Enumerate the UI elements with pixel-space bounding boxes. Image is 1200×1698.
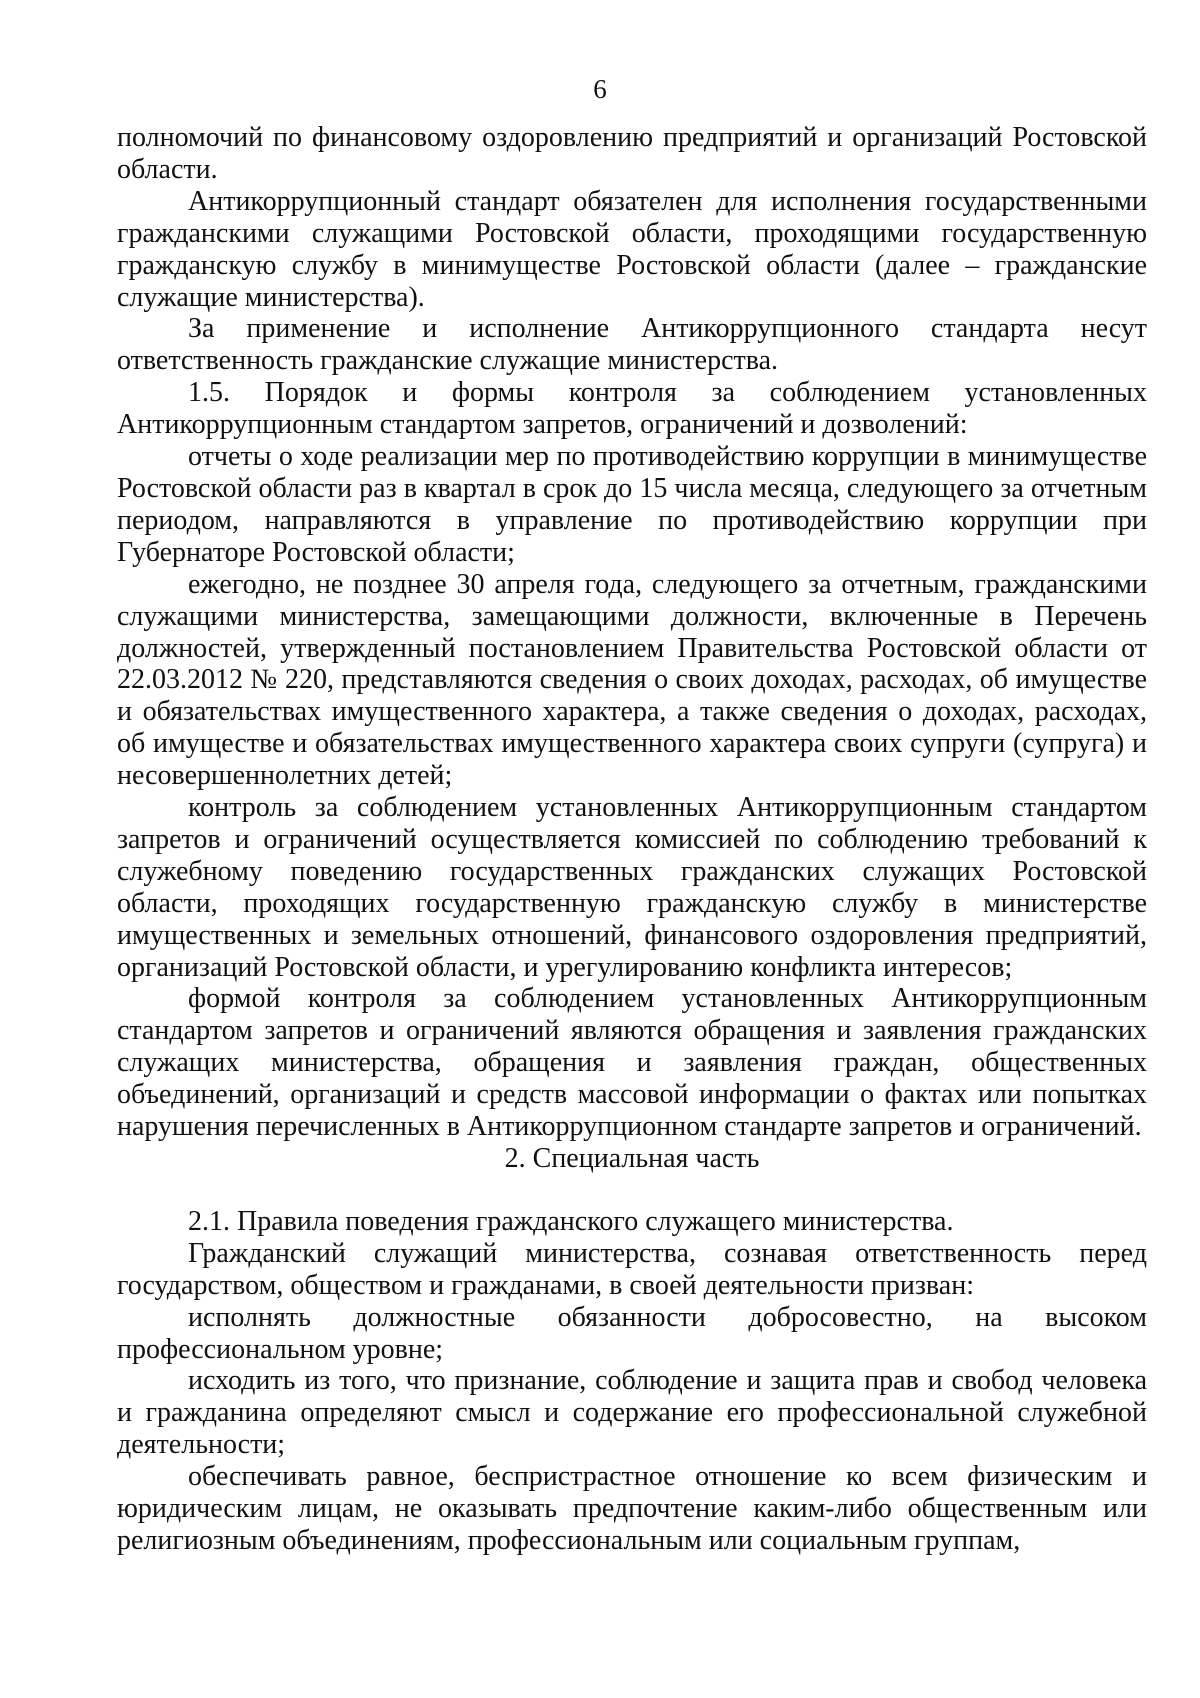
- paragraphs-after-section: [117, 1206, 1147, 1557]
- paragraph: контроль за соблюдением установленных Антикоррупционным стандартом запретов и ограничений осуществляется комиссией по соблюдению требований к служебному поведению государственных гражданских служащих Ростовской области, проходящих государственную гражданскую службу в министерстве имущественных и земельных отношений, финансового оздоровления предприятий, организаций Ростовской области, и урегулированию конфликта интересов;: [117, 792, 1147, 983]
- paragraph: 1.5. Порядок и формы контроля за соблюдением установленных Антикоррупционным стандартом запретов, ограничений и дозволений:: [117, 377, 1147, 441]
- paragraph: формой контроля за соблюдением установленных Антикоррупционным стандартом запретов и ограничений являются обращения и заявления гражданских служащих министерства, обращения и заявления граждан, общественных объединений, организаций и средств массовой информации о фактах или попытках нарушения перечисленных в Антикоррупционном стандарте запретов и ограничений.: [117, 983, 1147, 1143]
- paragraph: полномочий по финансовому оздоровлению предприятий и организаций Ростовской области.: [117, 122, 1147, 185]
- paragraph: обеспечивать равное, беспристрастное отношение ко всем физическим и юридическим лицам, не оказывать предпочтение каким-либо общественным или религиозным объединениям, профессиональным или социальным группам,: [117, 1461, 1147, 1556]
- paragraph: Антикоррупционный стандарт обязателен для исполнения государственными гражданскими служащими Ростовской области, проходящими государственную гражданскую службу в минимуществе Ростовской области (далее – гражданские служащие министерства).: [117, 185, 1147, 313]
- paragraph: исходить из того, что признание, соблюдение и защита прав и свобод человека и гражданина определяют смысл и содержание его профессиональной служебной деятельности;: [117, 1365, 1147, 1461]
- section-heading: 2. Специальная часть: [504, 1143, 760, 1174]
- paragraph: исполнять должностные обязанности добросовестно, на высоком профессиональном уровне;: [117, 1301, 1147, 1365]
- paragraph: отчеты о ходе реализации мер по противодействию коррупции в минимуществе Ростовской области раз в квартал в срок до 15 числа месяца, следующего за отчетным периодом, направляются в управление по противодействию коррупции при Губернаторе Ростовской области;: [117, 441, 1147, 568]
- document-body: [117, 122, 1147, 1557]
- paragraph: За применение и исполнение Антикоррупционного стандарта несут ответственность гражданские служащие министерства.: [117, 313, 1147, 377]
- paragraph: 2.1. Правила поведения гражданского служащего министерства.: [188, 1205, 954, 1237]
- paragraph: Гражданский служащий министерства, сознавая ответственность перед государством, обществом и гражданами, в своей деятельности призван:: [117, 1237, 1147, 1301]
- page-number: 6: [593, 74, 607, 104]
- paragraph: ежегодно, не позднее 30 апреля года, следующего за отчетным, гражданскими служащими министерства, замещающими должности, включенные в Перечень должностей, утвержденный постановлением Правительства Ростовской области от 22.03.2012 № 220, представляются сведения о своих доходах, расходах, об имуществе и обязательствах имущественного характера, а также сведения о доходах, расходах, об имуществе и обязательствах имущественного характера своих супруги (супруга) и несовершеннолетних детей;: [117, 568, 1147, 792]
- paragraphs-before-section: [117, 122, 1147, 1143]
